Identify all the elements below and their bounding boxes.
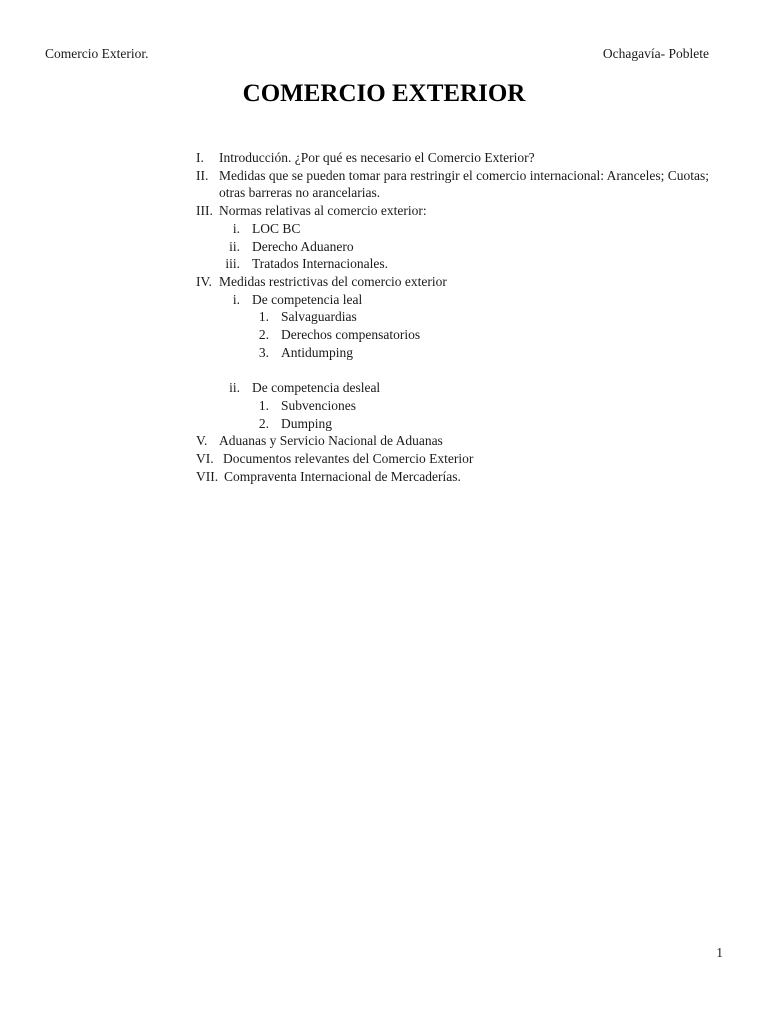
outline-subsubitem-number: 3. [258,344,269,360]
outline-subitem-text: Tratados Internacionales. [252,256,388,272]
outline-subsubitem [196,308,726,326]
outline-subitem [196,379,726,397]
outline-subitem [196,255,726,273]
outline-subsubitem-text: Salvaguardias [281,309,357,325]
outline-subitem-text: Derecho Aduanero [252,238,354,254]
outline-item-3 [196,202,726,220]
outline-item-number: III. [196,203,213,219]
outline-item-text-continuation: otras barreras no arancelarias. [219,185,381,201]
outline-subsubitem-number: 2. [258,327,269,343]
outline-item-text: Medidas restrictivas del comercio exterior [219,273,447,289]
outline-subsubitem-text: Subvenciones [281,397,356,413]
outline-item-number: II. [196,167,209,183]
outline-item-6 [196,450,726,468]
outline-item-text: Documentos relevantes del Comercio Exterior [223,450,474,466]
outline-subsubitem [196,415,726,433]
outline-subitem [196,220,726,238]
outline-subsubitem-number: 1. [258,309,269,325]
page-number: 1 [716,945,723,960]
outline-item-number: VI. [196,450,214,466]
outline-item-2 [196,167,726,202]
outline-subitem-number: i. [232,220,240,236]
outline-item-number: V. [196,433,208,449]
outline-item-text: Introducción. ¿Por qué es necesario el Comercio Exterior? [219,150,535,165]
outline-subsubitem-text: Derechos compensatorios [281,327,421,343]
outline-list [196,149,726,485]
blank-line [196,361,726,379]
outline-subsubitem [196,344,726,362]
outline-item-number: VII. [196,468,219,484]
outline-subsubitem [196,397,726,415]
outline-subsubitem-number: 2. [258,415,269,431]
outline-subitem-text: De competencia desleal [252,380,381,396]
outline-item-1 [196,149,726,167]
outline-subitem [196,238,726,256]
outline-item-number: I. [196,150,204,165]
outline-item-number: IV. [196,273,212,289]
outline-subitem-number: iii. [225,256,240,272]
outline-subitem-text: De competencia leal [252,291,363,307]
outline-subsubitem-text: Dumping [281,415,333,431]
document-title: COMERCIO EXTERIOR [242,80,526,107]
outline-item-text: Aduanas y Servicio Nacional de Aduanas [219,433,443,449]
outline-subitem [196,291,726,309]
outline-item-text: Normas relativas al comercio exterior: [219,203,427,219]
header-left-text: Comercio Exterior. [45,46,149,61]
outline-item-4 [196,273,726,291]
outline-subitem-number: ii. [229,380,240,396]
outline-subsubitem-number: 1. [258,397,269,413]
outline-item-text: Compraventa Internacional de Mercaderías. [224,468,461,484]
outline-item-5 [196,432,726,450]
outline-subitem-number: i. [232,291,240,307]
outline-item-7 [196,468,726,486]
header-right-text: Ochagavía- Poblete [602,46,709,61]
outline-subitem-text: LOC BC [252,220,301,236]
outline-item-text: Medidas que se pueden tomar para restringir el comercio internacional: Aranceles; Cuotas; [219,167,709,183]
outline-subsubitem-text: Antidumping [281,344,354,360]
outline-subsubitem [196,326,726,344]
outline-subitem-number: ii. [229,238,240,254]
